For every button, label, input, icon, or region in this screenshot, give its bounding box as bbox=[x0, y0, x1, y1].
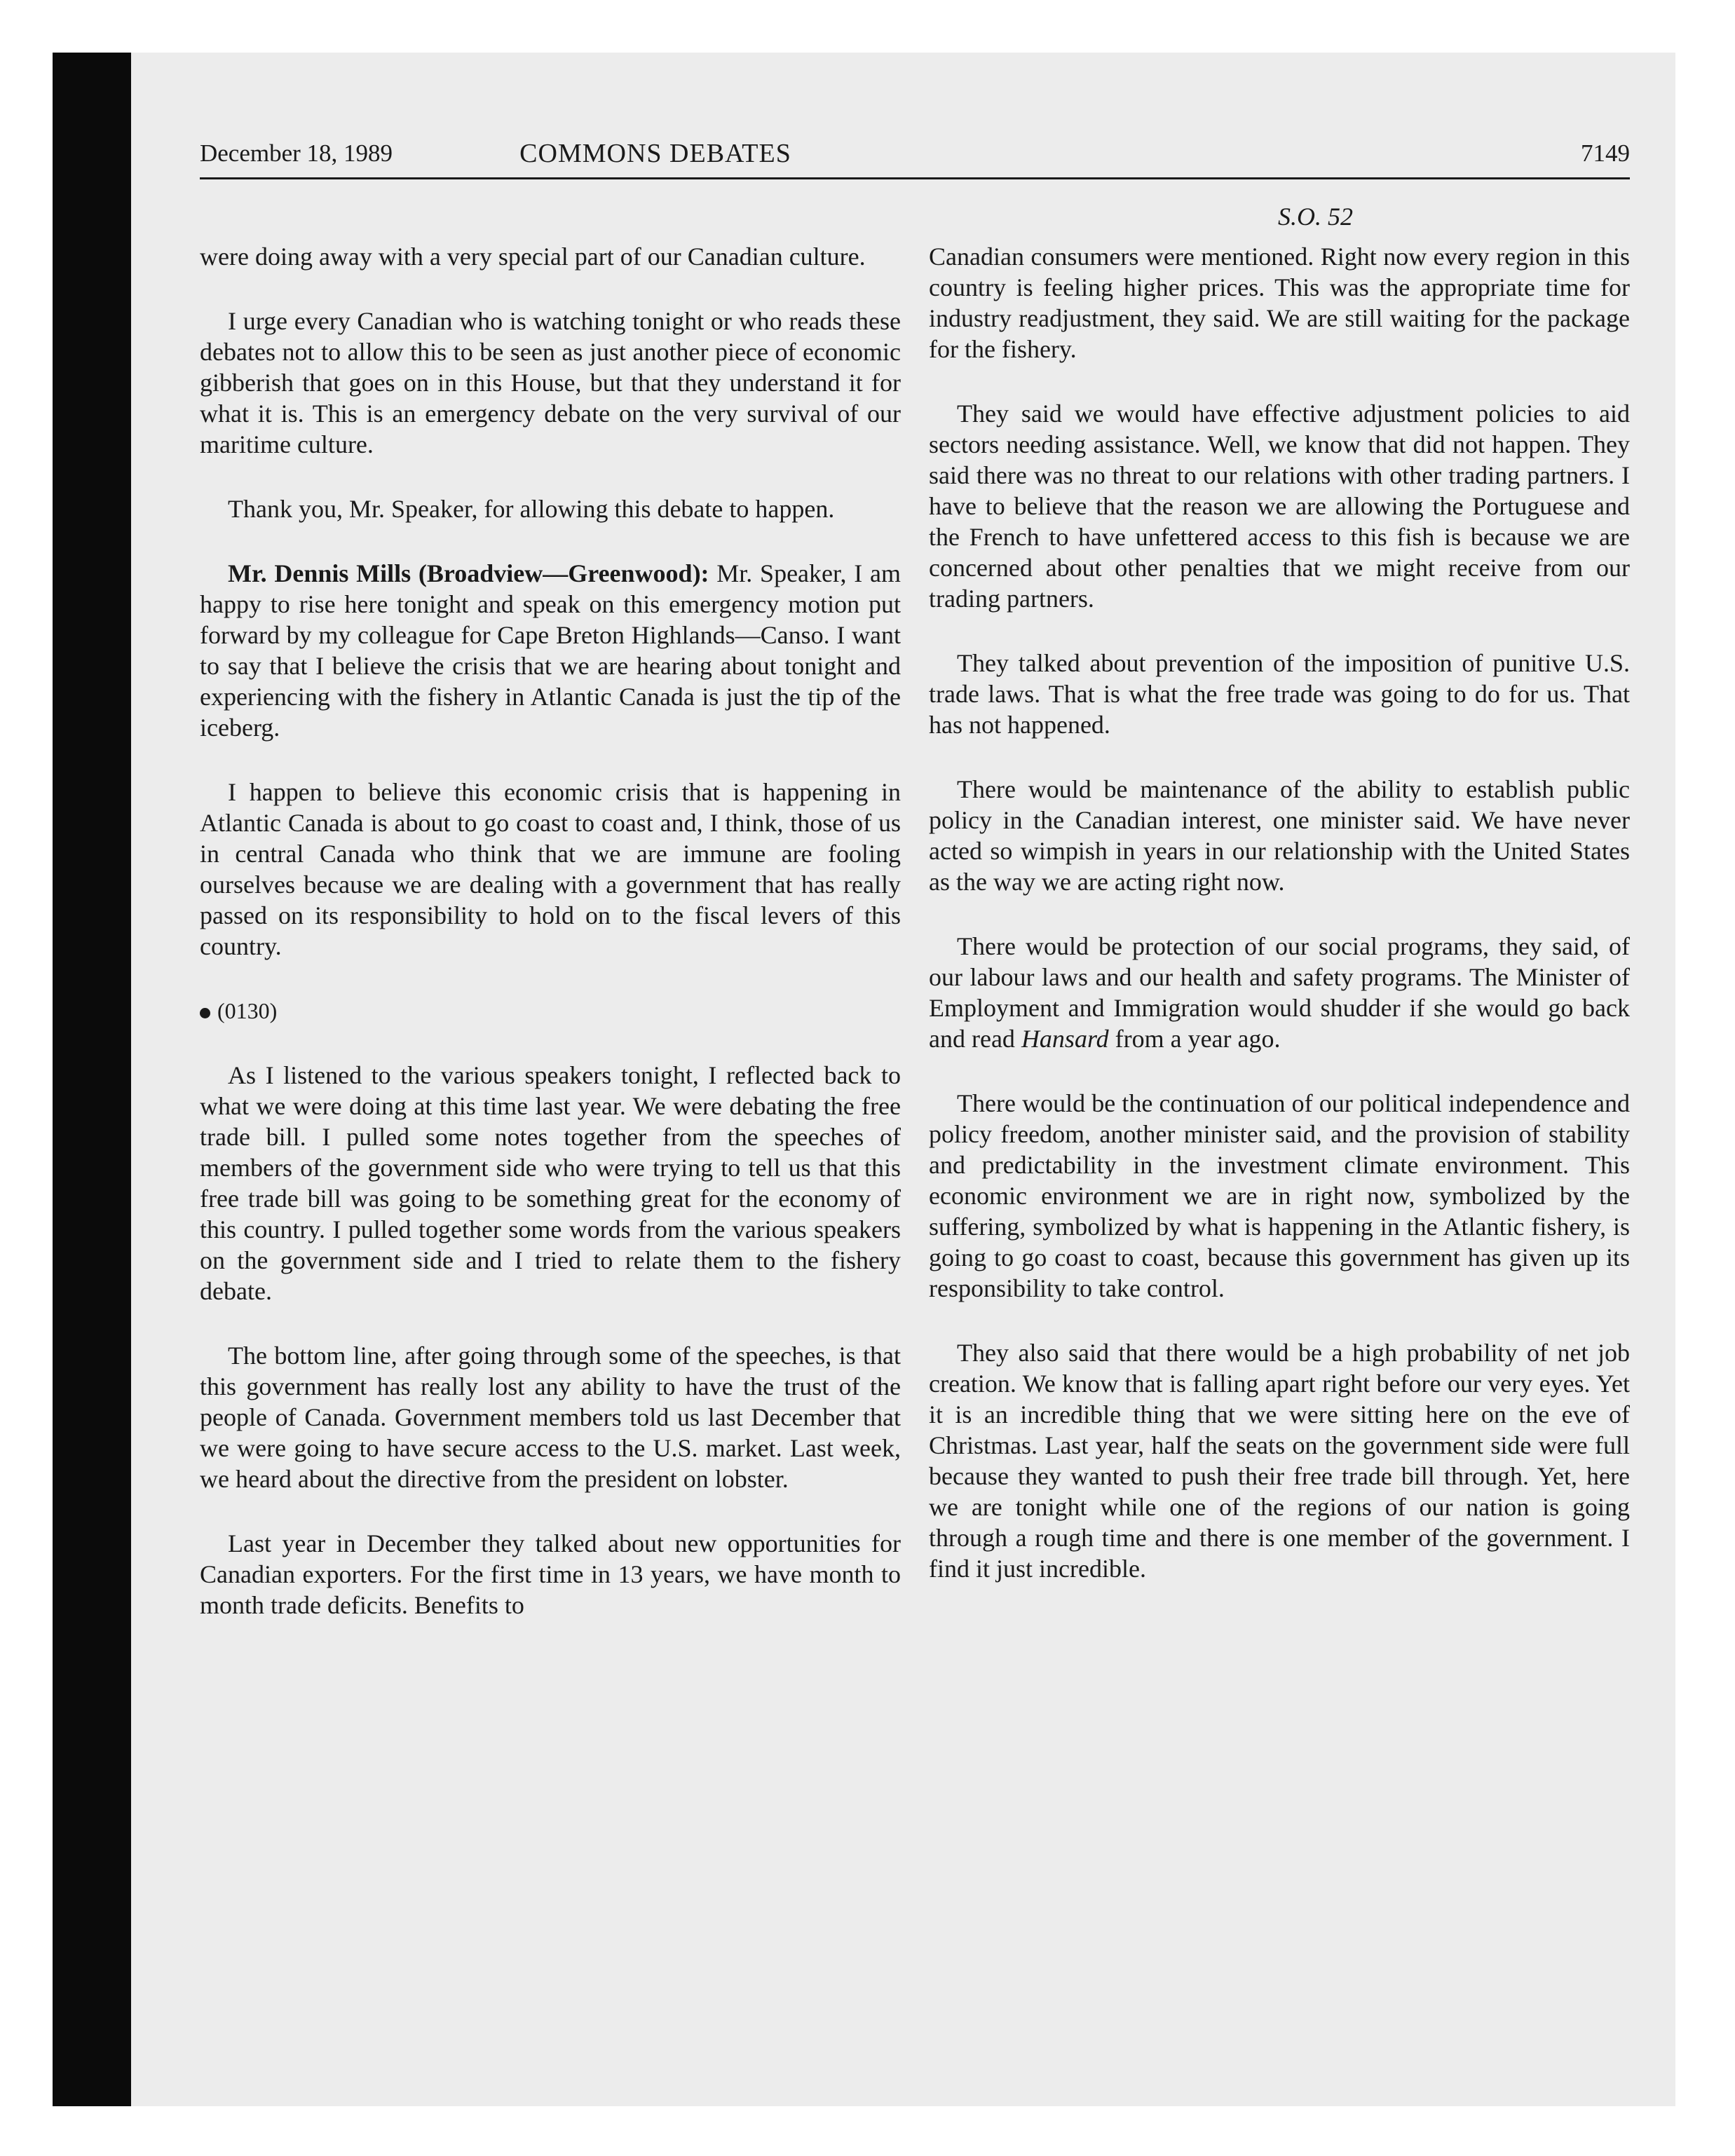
page-number: 7149 bbox=[1581, 139, 1630, 167]
running-header bbox=[200, 137, 1630, 170]
section-label bbox=[200, 199, 1630, 234]
speaker-name: Mr. Dennis Mills (Broadview—Greenwood): bbox=[228, 559, 709, 587]
page-sheet bbox=[53, 53, 1675, 2106]
time-marker bbox=[200, 995, 901, 1026]
paragraph: I urge every Canadian who is watching tonight or who reads these debates not to allow this to be seen as just another piece of economic gibberish that goes on in this House, but that they understand it for what it is. This is an emergency debate on the very survival of our maritime culture. bbox=[200, 307, 901, 458]
bullet-icon bbox=[200, 1008, 210, 1018]
publication-title: Hansard bbox=[1021, 1025, 1109, 1053]
paragraph: I happen to believe this economic crisis that is happening in Atlantic Canada is about to go coast to coast and, I think, those of us in central Canada who think that we are immune are fooling ourselves because we are dealing with a government that has really passed on its responsibility to hold on to the fiscal levers of this country. bbox=[200, 778, 901, 960]
paragraph: They said we would have effective adjustment policies to aid sectors needing assistance. Well, we know that did not happen. They said there was no threat to our relations with other trading partners. I have to believe that the reason we are allowing the Portuguese and the French to have unfettered access to this fish is because we are concerned about other penalties that we might receive from our trading partners. bbox=[929, 400, 1630, 613]
header-rule bbox=[200, 177, 1630, 179]
speaker-paragraph bbox=[200, 558, 901, 743]
section-title: S.O. 52 bbox=[1278, 203, 1353, 231]
paragraph: Canadian consumers were mentioned. Right now every region in this country is feeling higher prices. This was the appropriate time for industry readjustment, they said. We are still waiting for the package for the fishery. bbox=[929, 243, 1630, 363]
paragraph: They talked about prevention of the imposition of punitive U.S. trade laws. That is what the free trade was going to do for us. That has not happened. bbox=[929, 649, 1630, 739]
paragraph bbox=[929, 931, 1630, 1054]
paragraph: were doing away with a very special part of our Canadian culture. bbox=[200, 243, 866, 271]
paragraph-text: There would be protection of our social programs, they said, of our labour laws and our health and safety programs. The Minister of Employment and Immigration would shudder if she would go back and read bbox=[929, 932, 1630, 1053]
paragraph-text: from a year ago. bbox=[1115, 1025, 1281, 1053]
left-column bbox=[200, 241, 901, 1654]
paragraph: There would be maintenance of the ability to establish public policy in the Canadian interest, one minister said. We have never acted so wimpish in years in our relationship with the United States as the way we are acting right now. bbox=[929, 775, 1630, 896]
paragraph: Last year in December they talked about new opportunities for Canadian exporters. For the first time in 13 years, we have month to month trade deficits. Benefits to bbox=[200, 1529, 901, 1619]
paragraph: The bottom line, after going through some of the speeches, is that this government has really lost any ability to have the trust of the people of Canada. Government members told us last December that we were going to have secure access to the U.S. market. Last week, we heard about the directive from the president on lobster. bbox=[200, 1342, 901, 1493]
speaker-text: Mr. Speaker, I am happy to rise here tonight and speak on this emergency motion put forward by my colleague for Cape Breton Highlands—Canso. I want to say that I believe the crisis that we are hearing about tonight and experiencing with the fishery in Atlantic Canada is just the tip of the iceberg. bbox=[200, 559, 901, 742]
page-content bbox=[200, 137, 1630, 1619]
paragraph: There would be the continuation of our political independence and policy freedom, another minister said, and the provision of stability and predictability in the investment climate environment. This economic environment we are in right now, symbolized by the suffering, symbolized by what is happening in the Atlantic fishery, is going to go coast to coast, because this government has given up its responsibility to take control. bbox=[929, 1089, 1630, 1302]
time-marker-text: (0130) bbox=[217, 998, 278, 1023]
right-column bbox=[929, 241, 1630, 1618]
paragraph: They also said that there would be a high probability of net job creation. We know that is falling apart right before our very eyes. Yet it is an incredible thing that we were sitting here on the eve of Christmas. Last year, half the seats on the government side were full because they wanted to push their free trade bill through. Yet, here we are tonight while one of the regions of our nation is going through a rough time and there is one member of the government. I find it just incredible. bbox=[929, 1339, 1630, 1583]
paragraph: As I listened to the various speakers tonight, I reflected back to what we were doing at this time last year. We were debating the free trade bill. I pulled some notes together from the speeches of members of the government side who were trying to tell us that this free trade bill was going to be something great for the economy of this country. I pulled together some words from the various speakers on the government side and I tried to relate them to the fishery debate. bbox=[200, 1061, 901, 1305]
paragraph: Thank you, Mr. Speaker, for allowing this debate to happen. bbox=[228, 495, 835, 523]
binding-edge bbox=[53, 53, 131, 2106]
header-title: COMMONS DEBATES bbox=[519, 139, 791, 168]
header-date: December 18, 1989 bbox=[200, 139, 393, 167]
